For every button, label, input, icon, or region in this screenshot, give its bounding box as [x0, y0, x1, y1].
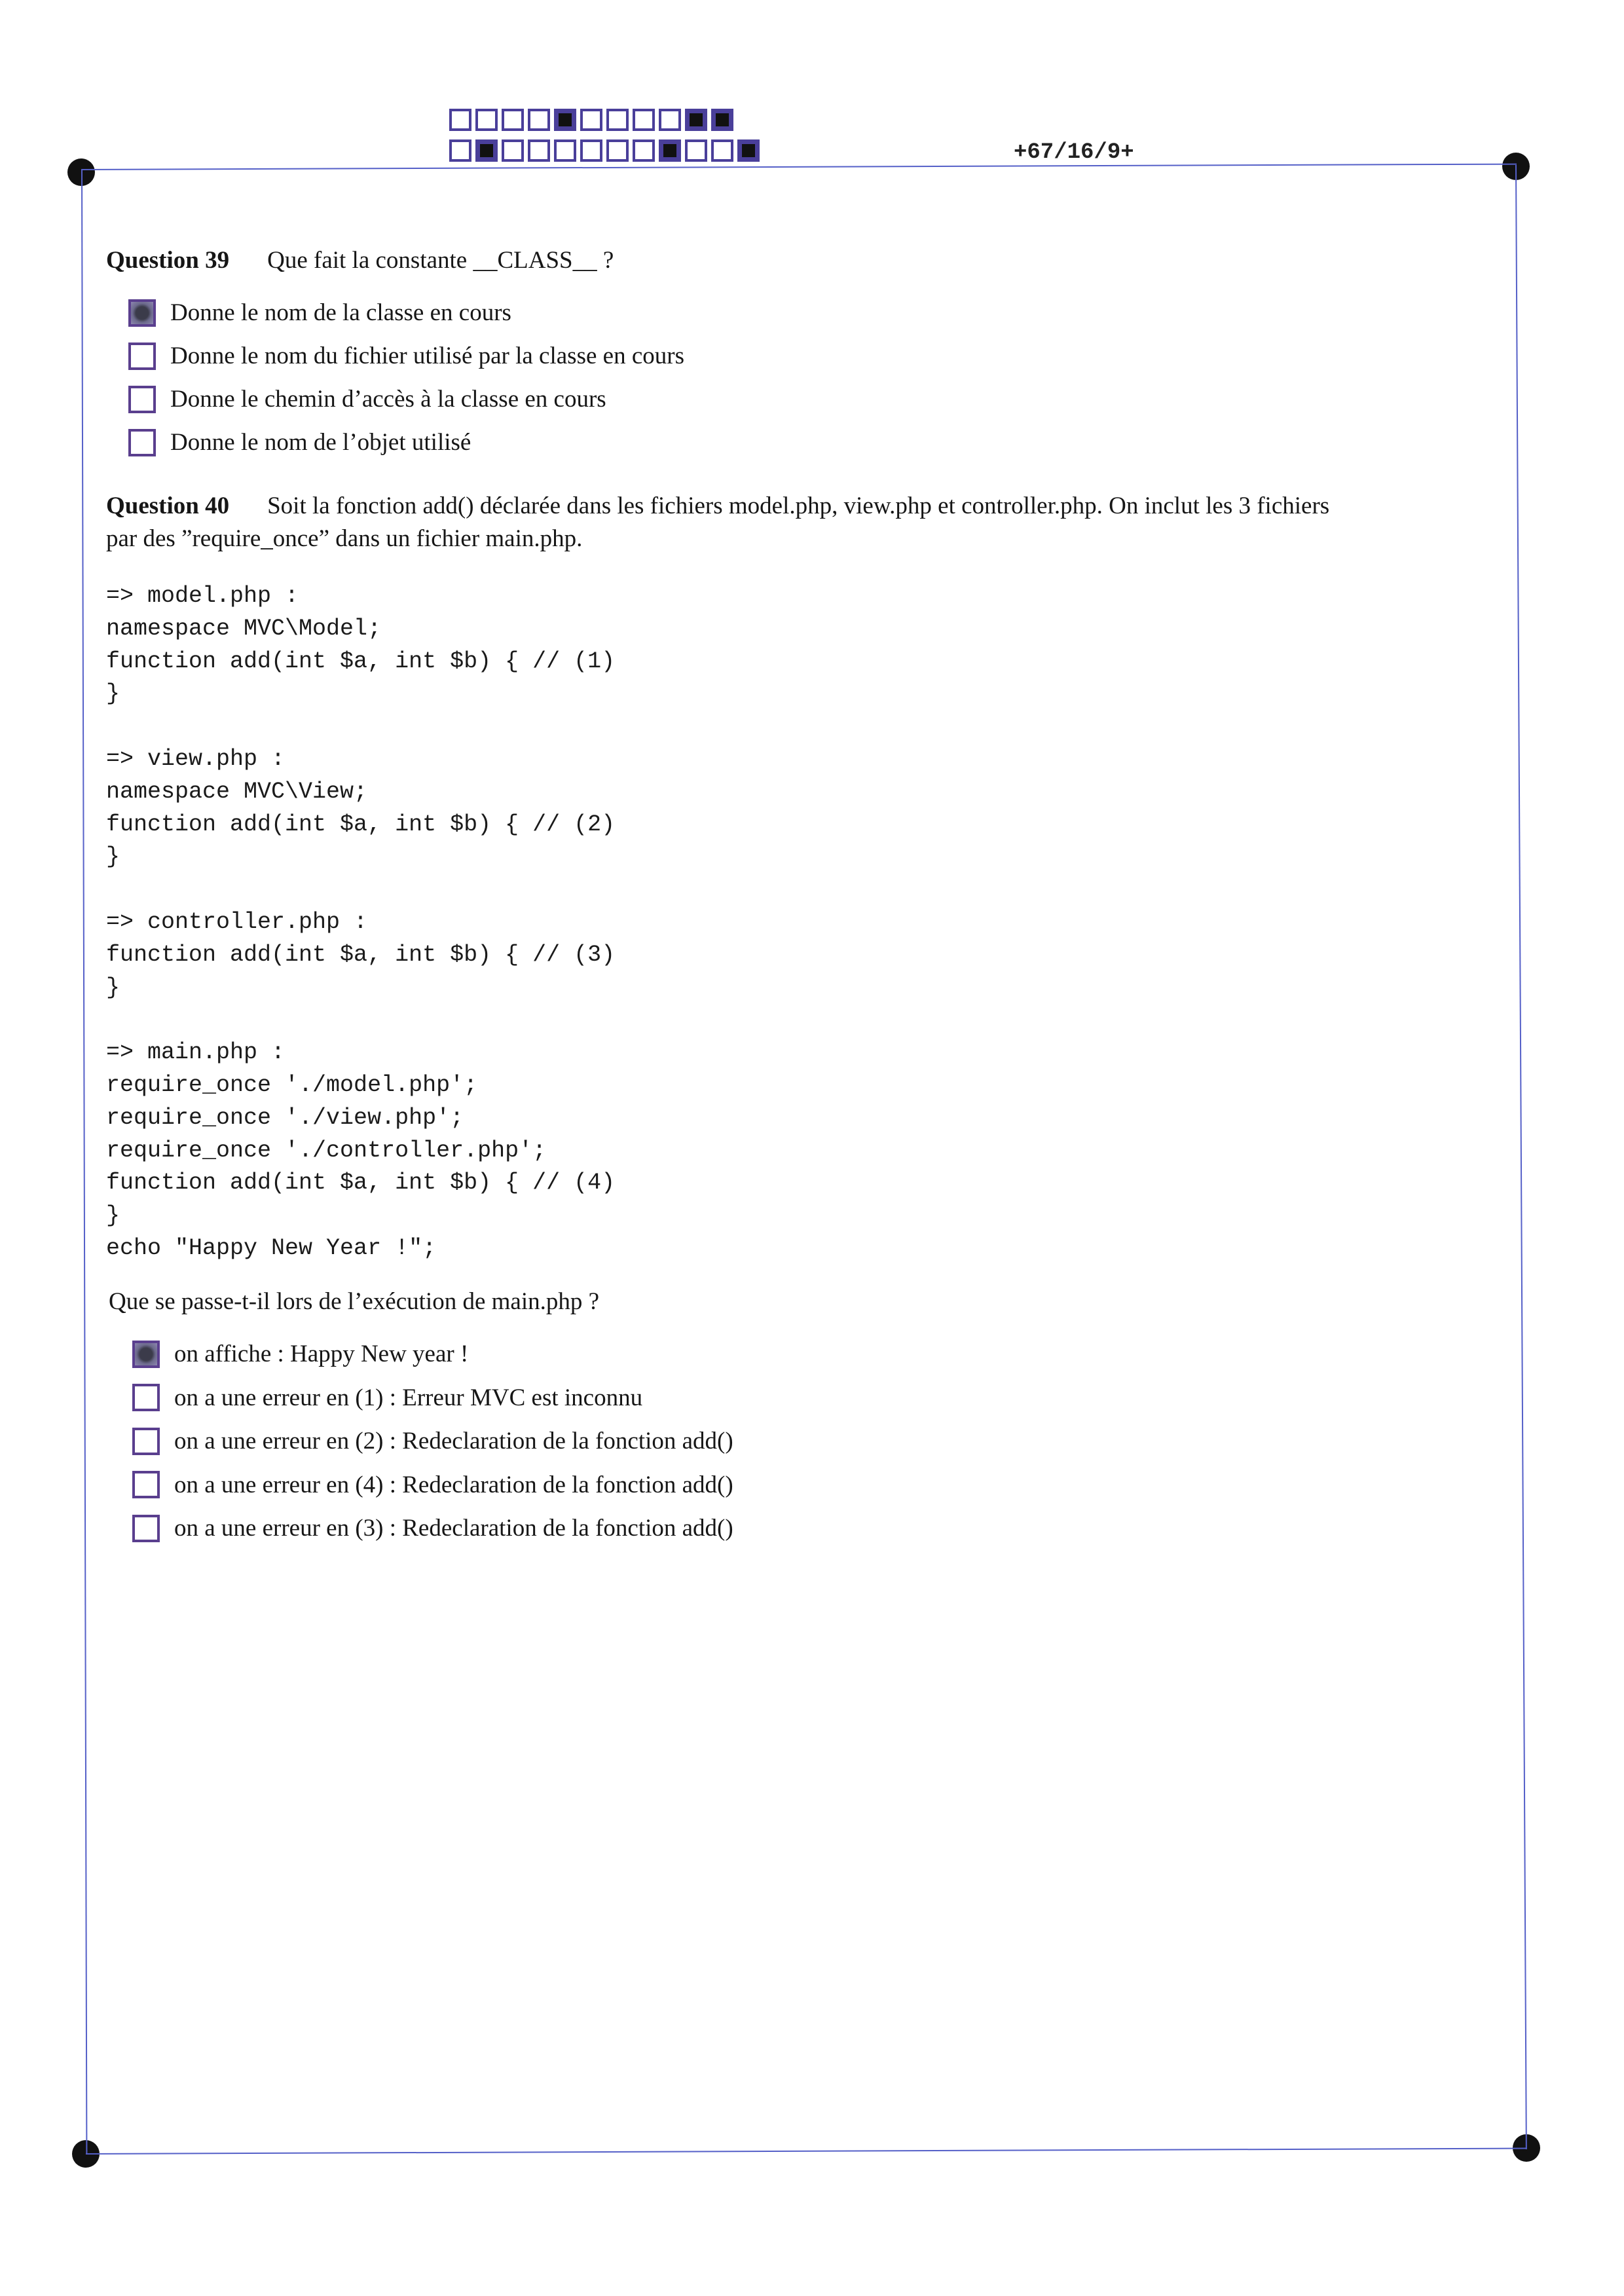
code-line: function add(int $a, int $b) { // (4): [106, 1170, 616, 1196]
question-40-text-1: Soit la fonction add() déclarée dans les fichiers model.php, view.php et controller.php. On inclut les 3 fichiers: [267, 492, 1330, 519]
question-40-line-2: par des ”require_once” dans un fichier main.php.: [106, 525, 583, 552]
id-code-row-1: [449, 109, 737, 131]
code-line: }: [106, 1202, 120, 1229]
checkbox[interactable]: [128, 429, 156, 456]
option-label: on a une erreur en (4) : Redeclaration de la fonction add(): [174, 1471, 733, 1498]
code-box: [659, 139, 681, 162]
code-box: [685, 109, 707, 131]
checkbox[interactable]: [132, 1515, 160, 1542]
code-listing: [106, 580, 615, 1265]
code-box: [633, 139, 655, 162]
question-39-text: Que fait la constante __CLASS__ ?: [267, 247, 614, 274]
question-39-number: Question 39: [106, 247, 230, 274]
page-id-code: +67/16/9+: [1014, 140, 1134, 165]
q40-option-2[interactable]: [132, 1384, 642, 1412]
q40-option-4[interactable]: [132, 1471, 733, 1499]
question-40-title: [106, 490, 1507, 555]
code-line: => controller.php :: [106, 908, 368, 935]
q39-option-1[interactable]: [128, 299, 511, 327]
code-box: [606, 139, 629, 162]
code-box: [685, 139, 707, 162]
code-line: => view.php :: [106, 745, 286, 772]
q40-option-3[interactable]: [132, 1427, 733, 1455]
checkbox[interactable]: [128, 386, 156, 413]
code-line: }: [106, 843, 120, 870]
code-box: [580, 139, 602, 162]
code-line: [106, 711, 615, 743]
option-label: on a une erreur en (2) : Redeclaration de la fonction add(): [174, 1428, 733, 1454]
code-box: [449, 109, 471, 131]
code-box: [659, 109, 681, 131]
code-box: [502, 139, 524, 162]
frame-left: [81, 169, 87, 2155]
question-39-title: [106, 246, 614, 274]
code-box: [554, 109, 576, 131]
code-line: function add(int $a, int $b) { // (3): [106, 941, 616, 968]
code-line: echo "Happy New Year !";: [106, 1234, 437, 1261]
code-line: require_once './view.php';: [106, 1104, 464, 1131]
option-label: on affiche : Happy New year !: [174, 1341, 469, 1367]
code-line: require_once './controller.php';: [106, 1137, 547, 1164]
code-line: }: [106, 974, 120, 1001]
code-box: [711, 139, 733, 162]
code-line: }: [106, 680, 120, 707]
question-40-line-1: [106, 490, 1507, 523]
q40-option-5[interactable]: [132, 1514, 733, 1542]
frame-right: [1515, 165, 1527, 2149]
code-line: => main.php :: [106, 1039, 286, 1066]
option-label: Donne le nom de l’objet utilisé: [170, 429, 471, 456]
code-box: [475, 139, 498, 162]
option-label: on a une erreur en (1) : Erreur MVC est inconnu: [174, 1384, 643, 1411]
code-box: [528, 139, 550, 162]
checkbox[interactable]: [132, 1471, 160, 1498]
checkbox[interactable]: [132, 1341, 160, 1368]
code-box: [711, 109, 733, 131]
code-line: [106, 874, 615, 906]
code-box: [528, 109, 550, 131]
code-box: [475, 109, 498, 131]
question-40-prompt: Que se passe-t-il lors de l’exécution de main.php ?: [109, 1288, 600, 1315]
q40-option-1[interactable]: [132, 1340, 468, 1368]
code-line: namespace MVC\View;: [106, 778, 368, 805]
code-box: [449, 139, 471, 162]
option-label: on a une erreur en (3) : Redeclaration de la fonction add(): [174, 1515, 733, 1542]
checkbox[interactable]: [128, 343, 156, 370]
code-box: [606, 109, 629, 131]
code-line: require_once './model.php';: [106, 1071, 478, 1098]
frame-bottom: [86, 2148, 1526, 2155]
code-line: function add(int $a, int $b) { // (1): [106, 648, 616, 675]
code-box: [502, 109, 524, 131]
code-box: [633, 109, 655, 131]
checkbox[interactable]: [128, 299, 156, 327]
checkbox[interactable]: [132, 1384, 160, 1411]
option-label: Donne le nom du fichier utilisé par la classe en cours: [170, 343, 684, 369]
code-box: [580, 109, 602, 131]
code-box: [737, 139, 760, 162]
frame-top: [81, 164, 1517, 170]
option-label: Donne le chemin d’accès à la classe en cours: [170, 386, 606, 413]
code-line: function add(int $a, int $b) { // (2): [106, 811, 616, 838]
code-line: => model.php :: [106, 583, 299, 609]
q39-option-4[interactable]: [128, 428, 471, 456]
q39-option-3[interactable]: [128, 385, 606, 413]
code-line: namespace MVC\Model;: [106, 615, 382, 642]
q39-option-2[interactable]: [128, 342, 684, 370]
option-label: Donne le nom de la classe en cours: [170, 299, 511, 326]
id-code-row-2: [449, 139, 764, 162]
question-40-number: Question 40: [106, 492, 230, 519]
code-line: [106, 1004, 615, 1037]
checkbox[interactable]: [132, 1428, 160, 1455]
code-box: [554, 139, 576, 162]
